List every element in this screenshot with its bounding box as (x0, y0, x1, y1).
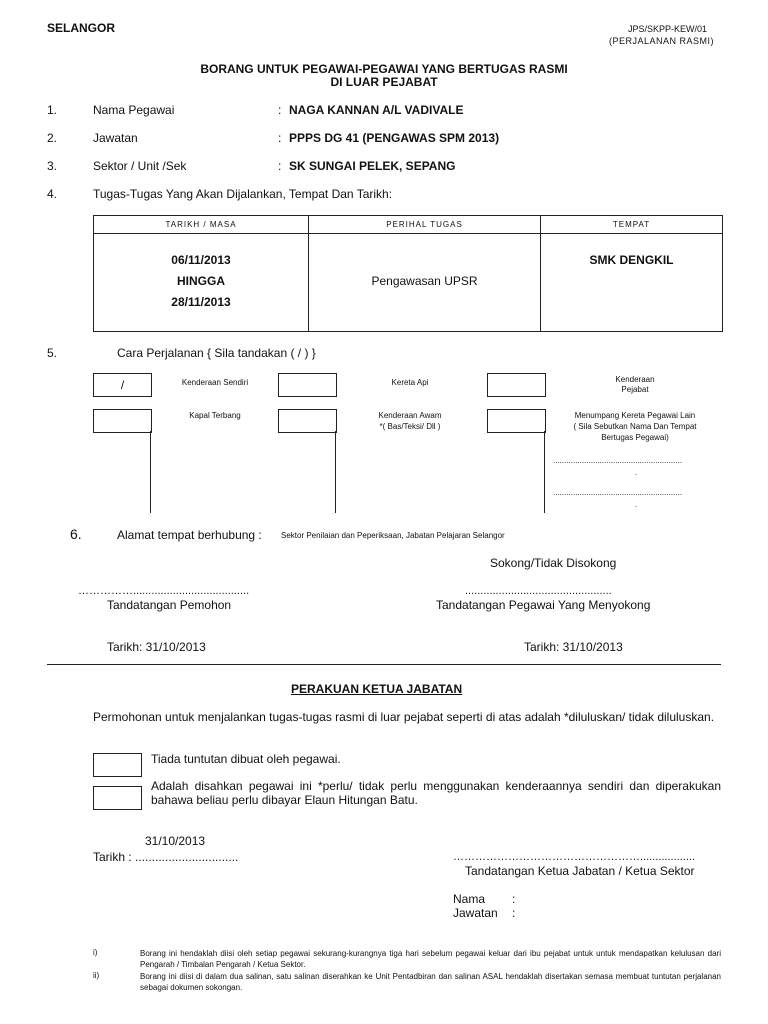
label-kenderaan-awam-2: *( Bas/Teksi/ Dll ) (379, 422, 441, 431)
checkbox-menumpang[interactable] (487, 409, 546, 433)
label-kapal-terbang: Kapal Terbang (189, 411, 241, 420)
task-description: Pengawasan UPSR (371, 274, 478, 288)
task-place: SMK DENGKIL (589, 253, 674, 267)
note-text: Borang ini diisi di dalam dua salinan, satu salinan diserahkan ke Unit Pentadbiran dan salinan ASAL hendaklah disertakan semasa membuat tuntutan perjalanan sebagai dokumen sokongan. (140, 972, 721, 992)
label-kereta-api: Kereta Api (391, 378, 429, 387)
nama-colon: : (512, 892, 516, 906)
field-label: Sektor / Unit /Sek (93, 159, 187, 173)
checkbox-kapal-terbang[interactable] (93, 409, 152, 433)
field-number: 2. (47, 131, 58, 145)
checkbox-disahkan[interactable] (93, 786, 142, 810)
jawatan-label: Jawatan (453, 906, 498, 920)
section-divider (47, 664, 721, 665)
sign-ketua-label: Tandatangan Ketua Jabatan / Ketua Sektor (465, 864, 695, 878)
column-header-perihal: PERIHAL TUGAS (386, 220, 463, 229)
field-colon: : (278, 103, 282, 117)
sokong-label: Sokong/Tidak Disokong (490, 556, 617, 570)
label-kenderaan-pejabat-1: Kenderaan (615, 375, 655, 384)
jawatan-colon: : (512, 906, 516, 920)
section4-label: Tugas-Tugas Yang Akan Dijalankan, Tempat Dan Tarikh: (93, 187, 393, 201)
sign-ketua-line[interactable]: …………………………………………….................. (453, 851, 696, 863)
perakuan-tarikh-field[interactable]: Tarikh : ............................... (93, 850, 239, 864)
field-number: 3. (47, 159, 58, 173)
field-value: NAGA KANNAN A/L VADIVALE (289, 103, 464, 117)
date-hingga: HINGGA (177, 274, 225, 288)
menumpang-dotted-line-1[interactable]: .......................................................... (553, 456, 682, 465)
sign-pemohon-label: Tandatangan Pemohon (107, 598, 232, 612)
field-value: SK SUNGAI PELEK, SEPANG (289, 159, 456, 173)
state-header: SELANGOR (47, 21, 116, 35)
perakuan-title: PERAKUAN KETUA JABATAN (291, 682, 463, 696)
alamat-value: Sektor Penilaian dan Peperiksaan, Jabatan Pelajaran Selangor (281, 531, 505, 540)
note-number: i) (93, 948, 98, 957)
menumpang-dot-2: . (635, 500, 638, 509)
perakuan-paragraph: Permohonan untuk menjalankan tugas-tugas rasmi di luar pejabat seperti di atas adalah *diluluskan/ tidak diluluskan. (93, 710, 715, 724)
label-kenderaan-sendiri: Kenderaan Sendiri (181, 378, 249, 387)
checkbox-tiada-tuntutan[interactable] (93, 753, 142, 777)
date-to: 28/11/2013 (171, 295, 231, 309)
field-value: PPPS DG 41 (PENGAWAS SPM 2013) (289, 131, 500, 145)
checkbox-kenderaan-awam[interactable] (278, 409, 337, 433)
date-from: 06/11/2013 (171, 253, 231, 267)
section5-label: Cara Perjalanan { Sila tandakan ( / ) } (117, 346, 316, 360)
tarikh-penyokong: Tarikh: 31/10/2013 (524, 640, 623, 654)
field-colon: : (278, 159, 282, 173)
perakuan-date-value: 31/10/2013 (145, 834, 206, 848)
checkbox-kenderaan-sendiri[interactable]: / (93, 373, 152, 397)
form-ref-subtitle: (PERJALANAN RASMI) (609, 36, 715, 46)
duty-table (93, 215, 723, 332)
menumpang-dotted-line-2[interactable]: .......................................................... (553, 488, 682, 497)
checkbox-kereta-api[interactable] (278, 373, 337, 397)
field-label: Nama Pegawai (93, 103, 175, 117)
label-disahkan: Adalah disahkan pegawai ini *perlu/ tidak perlu menggunakan kenderaannya sendiri dan diperakukan bahawa beliau perlu dibayar Elaun Hitungan Batu. (151, 779, 721, 807)
section6-number: 6. (70, 526, 82, 542)
label-tiada-tuntutan: Tiada tuntutan dibuat oleh pegawai. (151, 752, 341, 766)
column-header-tempat: TEMPAT (612, 220, 651, 229)
section4-number: 4. (47, 187, 58, 201)
nama-label: Nama (453, 892, 486, 906)
sign-penyokong-line[interactable]: ................................................ (465, 585, 612, 597)
note-text: Borang ini hendaklah diisi oleh setiap pegawai sekurang-kurangnya tiga hari sebelum pegawai keluar dari ibu pejabat untuk untuk mendapatkan kelulusan dari Pengarah / Timbalan Pengarah / Ketua Sektor. (140, 949, 721, 969)
label-menumpang-2: ( Sila Sebutkan Nama Dan Tempat (573, 422, 697, 431)
section5-number: 5. (47, 346, 58, 360)
label-menumpang-1: Menumpang Kereta Pegawai Lain (574, 411, 696, 420)
field-label: Jawatan (93, 131, 138, 145)
field-colon: : (278, 131, 282, 145)
form-ref-code: JPS/SKPP-KEW/01 (628, 24, 708, 34)
checkbox-kenderaan-pejabat[interactable] (487, 373, 546, 397)
column-header-tarikh: TARIKH / MASA (165, 220, 237, 229)
tarikh-pemohon: Tarikh: 31/10/2013 (107, 640, 206, 654)
menumpang-dot-1: . (635, 468, 638, 477)
label-menumpang-3: Bertugas Pegawai) (601, 433, 669, 442)
sign-penyokong-label: Tandatangan Pegawai Yang Menyokong (436, 598, 651, 612)
section6-label: Alamat tempat berhubung : (117, 528, 262, 542)
form-title-line2: DI LUAR PEJABAT (330, 75, 438, 89)
sign-pemohon-line[interactable]: ……………...................................... (78, 585, 250, 597)
label-kenderaan-awam-1: Kenderaan Awam (378, 411, 442, 420)
note-number: ii) (93, 971, 100, 980)
form-title-line1: BORANG UNTUK PEGAWAI-PEGAWAI YANG BERTUGAS RASMI (200, 62, 568, 76)
label-kenderaan-pejabat-2: Pejabat (621, 385, 649, 394)
field-number: 1. (47, 103, 58, 117)
